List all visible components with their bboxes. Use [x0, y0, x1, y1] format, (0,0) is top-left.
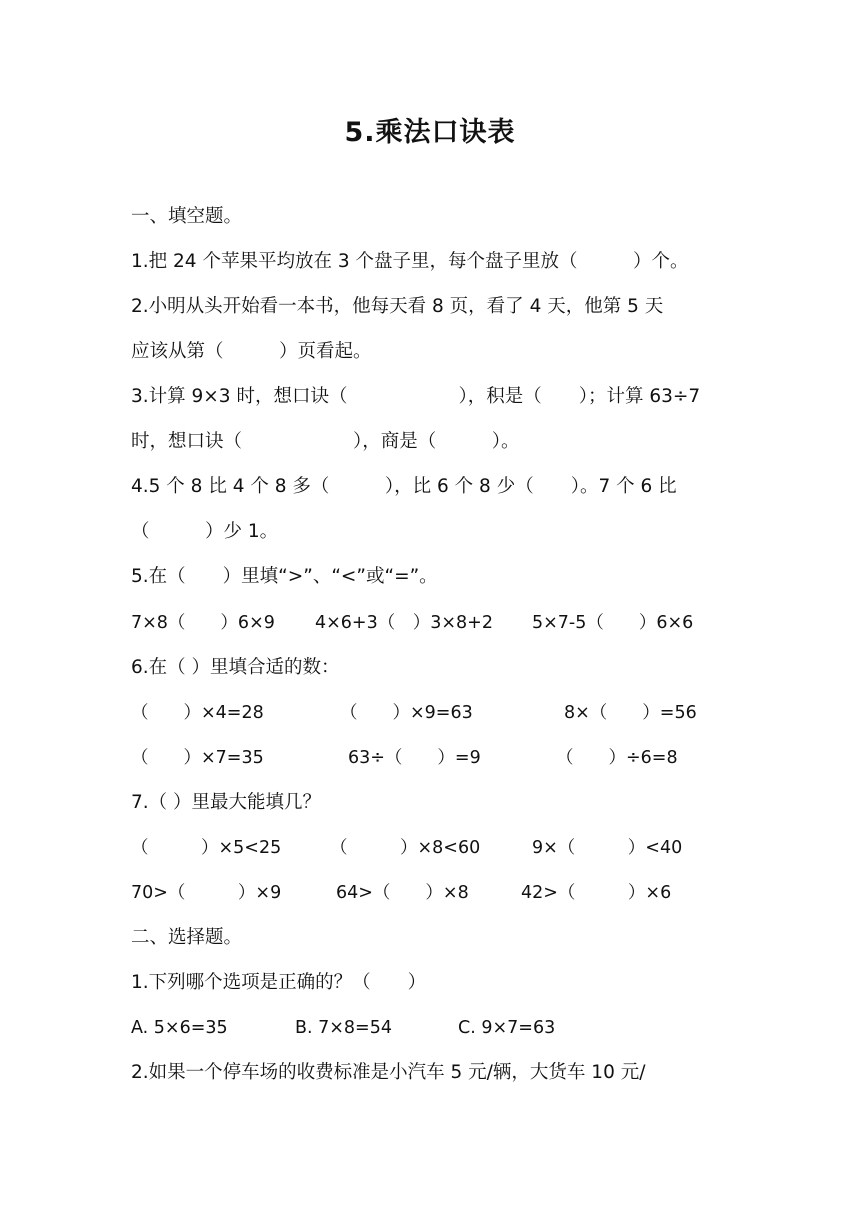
max-fill-item: 9×（ ）<40 [532, 838, 683, 858]
fill-number-item: （ ）×4=28 [131, 703, 264, 723]
section-fill-in-heading: 一、填空题。 [131, 206, 243, 227]
question-6: 6.在（ ）里填合适的数： [131, 657, 340, 678]
max-fill-item: （ ）×5<25 [131, 838, 282, 858]
question-5: 5.在（ ）里填“>”、“<”或“=”。 [131, 566, 438, 587]
question-3-line-2: 时，想口诀（ ），商是（ ）。 [131, 431, 520, 452]
compare-item: 7×8（ ）6×9 [131, 613, 275, 633]
fill-number-item: 8×（ ）=56 [564, 703, 697, 723]
choice-option-c: C. 9×7=63 [458, 1018, 556, 1038]
question-4-line-1: 4.5 个 8 比 4 个 8 多（ ），比 6 个 8 少（ ）。7 个 6 比 [131, 476, 677, 497]
section-choice-heading: 二、选择题。 [131, 927, 243, 948]
worksheet-title: 5.乘法口诀表 [344, 117, 516, 148]
fill-number-item: （ ）×7=35 [131, 748, 264, 768]
question-4-line-2: （ ）少 1。 [131, 521, 279, 542]
max-fill-item: （ ）×8<60 [330, 838, 481, 858]
compare-item: 4×6+3（ ）3×8+2 [315, 613, 493, 633]
question-7: 7.（ ）里最大能填几？ [131, 792, 322, 813]
question-2-line-1: 2.小明从头开始看一本书，他每天看 8 页，看了 4 天，他第 5 天 [131, 296, 664, 317]
question-3-line-1: 3.计算 9×3 时，想口诀（ ），积是（ ）；计算 63÷7 [131, 386, 701, 407]
fill-number-item: （ ）÷6=8 [556, 748, 678, 768]
max-fill-item: 64>（ ）×8 [336, 883, 469, 903]
compare-item: 5×7-5（ ）6×6 [532, 613, 694, 633]
fill-number-item: （ ）×9=63 [340, 703, 473, 723]
question-2-line-2: 应该从第（ ）页看起。 [131, 341, 372, 362]
fill-number-item: 63÷（ ）=9 [348, 748, 481, 768]
choice-option-b: B. 7×8=54 [295, 1018, 392, 1038]
choice-question-2: 2.如果一个停车场的收费标准是小汽车 5 元/辆，大货车 10 元/ [131, 1062, 646, 1083]
max-fill-item: 42>（ ）×6 [521, 883, 672, 903]
max-fill-item: 70>（ ）×9 [131, 883, 282, 903]
choice-question-1: 1.下列哪个选项是正确的？（ ） [131, 972, 427, 993]
question-1: 1.把 24 个苹果平均放在 3 个盘子里，每个盘子里放（ ）个。 [131, 251, 689, 272]
choice-option-a: A. 5×6=35 [131, 1018, 228, 1038]
